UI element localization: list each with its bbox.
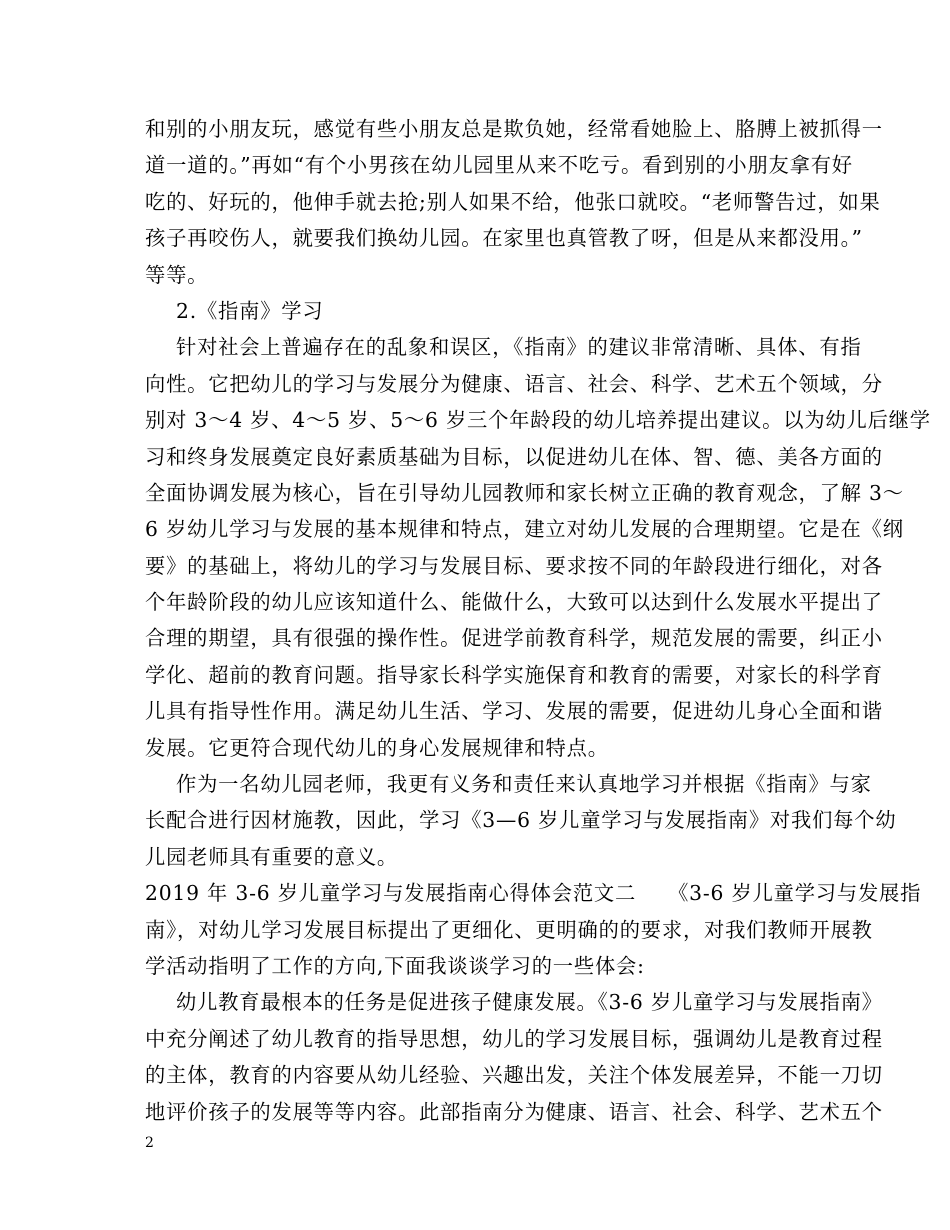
text-line: 道一道的。”再如“有个小男孩在幼儿园里从来不吃亏。看到别的小朋友拿有好 [145,153,853,178]
text-line: 和别的小朋友玩，感觉有些小朋友总是欺负她，经常看她脸上、胳膊上被抓得一 [145,117,883,141]
text-line: 吃的、好玩的，他伸手就去抢;别人如果不给，他张口就咬。“老师警告过，如果 [145,189,881,214]
text-line: 儿园老师具有重要的意义。 [145,844,398,869]
text-line: 幼儿教育最根本的任务是促进孩子健康发展。《3-6 岁儿童学习与发展指南》 [176,990,883,1015]
text-line: 学化、超前的教育问题。指导家长科学实施保育和教育的需要，对家长的科学育 [145,662,883,687]
text-line: 全面协调发展为核心，旨在引导幼儿园教师和家长树立正确的教育观念，了解 3～ [145,480,904,505]
text-line: 2.《指南》学习 [176,298,324,323]
text-line: 儿具有指导性作用。满足幼儿生活、学习、发展的需要，促进幼儿身心全面和谐 [145,699,883,724]
text-line: 长配合进行因材施教，因此，学习《3—6 岁儿童学习与发展指南》对我们每个幼 [145,808,897,833]
text-line: 中充分阐述了幼儿教育的指导思想，幼儿的学习发展目标，强调幼儿是教育过程 [145,1026,883,1051]
text-line: 别对 3～4 岁、4～5 岁、5～6 岁三个年龄段的幼儿培养提出建议。以为幼儿后继学 [145,408,931,433]
text-line: 发展。它更符合现代幼儿的身心发展规律和特点。 [145,735,609,760]
text-line: 等等。 [145,262,209,287]
text-line: 6 岁幼儿学习与发展的基本规律和特点，建立对幼儿发展的合理期望。它是在《纲 [145,517,904,542]
text-line: 个年龄阶段的幼儿应该知道什么、能做什么，大致可以达到什么发展水平提出了 [145,590,883,615]
text-line: 作为一名幼儿园老师，我更有义务和责任来认真地学习并根据《指南》与家 [176,772,872,797]
text-line: 南》，对幼儿学习发展目标提出了更细化、更明确的的要求，对我们教师开展教 [145,917,873,942]
text-line: 合理的期望，具有很强的操作性。促进学前教育科学，规范发展的需要，纠正小 [145,626,883,651]
text-line: 地评价孩子的发展等等内容。此部指南分为健康、语言、社会、科学、艺术五个 [145,1099,883,1124]
text-line: 针对社会上普遍存在的乱象和误区，《指南》的建议非常清晰、具体、有指 [176,335,862,360]
text-line: 孩子再咬伤人，就要我们换幼儿园。在家里也真管教了呀，但是从来都没用。” [145,226,863,251]
text-line: 的主体，教育的内容要从幼儿经验、兴趣出发，关注个体发展差异，不能一刀切 [145,1063,883,1088]
text-line: 学活动指明了工作的方向,下面我谈谈学习的一些体会: [145,953,645,978]
text-line: 习和终身发展奠定良好素质基础为目标，以促进幼儿在体、智、德、美各方面的 [145,444,883,469]
text-line: 2019 年 3-6 岁儿童学习与发展指南心得体会范文二 《3-6 岁儿童学习与发展指 [145,881,922,906]
page-number: 2 [145,1135,154,1151]
text-line: 要》的基础上，将幼儿的学习与发展目标、要求按不同的年龄段进行细化，对各 [145,553,883,578]
body-text [145,111,931,1130]
text-line: 向性。它把幼儿的学习与发展分为健康、语言、社会、科学、艺术五个领域，分 [145,371,883,396]
